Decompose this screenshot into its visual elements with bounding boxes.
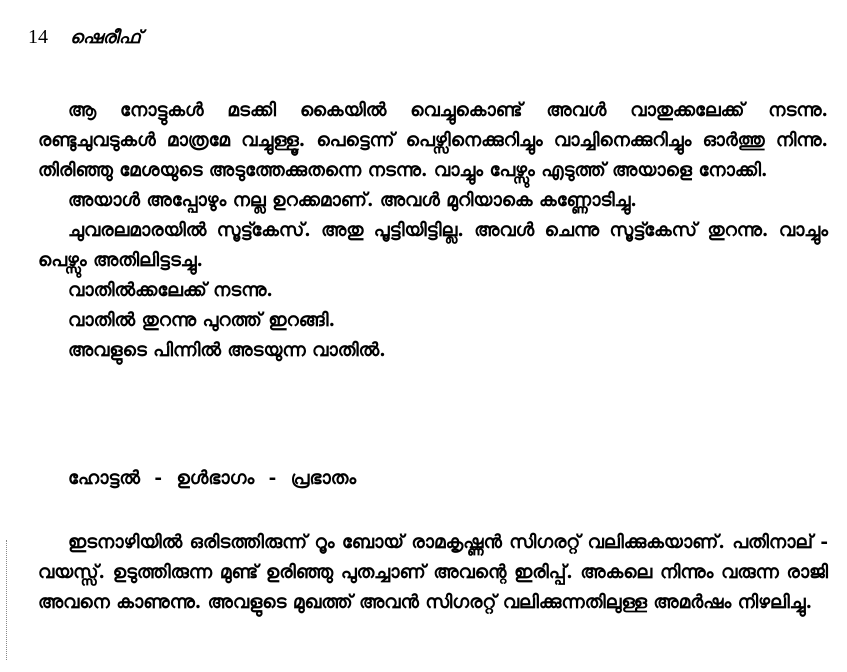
action-line: വാതിൽക്കലേക്ക് നടന്നു. — [68, 280, 273, 301]
section-two — [38, 528, 828, 618]
page-number: 14 — [28, 26, 48, 48]
paragraph: അയാൾ അപ്പോഴും നല്ല ഉറക്കമാണ്. അവൾ മുറിയാകെ കണ്ണോടിച്ചു. — [68, 190, 637, 211]
paragraph: ആ നോട്ടുകൾ മടക്കി കൈയിൽ വെച്ചുകൊണ്ട് അവൾ വാതുക്കലേക്ക് നടന്നു. രണ്ടുചുവടുകൾ മാത്രമേ വച്ചുള്ളൂ. പെട്ടെന്ന് പെഴ്സിനെക്കുറിച്ചും വാച്ചിനെക്കുറിച്ചും ഓർത്തു നിന്നു. തിരിഞ്ഞു മേശയുടെ അടുത്തേക്കുതന്നെ നടന്നു. വാച്ചും പേഴ്സും എടുത്ത് അയാളെ നോക്കി. — [38, 100, 828, 181]
scan-margin-artifact — [6, 540, 8, 660]
page-header — [28, 26, 141, 49]
paragraph: ചുവരലമാരയിൽ സൂട്ട്കേസ്. അതു പൂട്ടിയിട്ടില്ല. അവൾ ചെന്നു സൂട്ട്കേസ് തുറന്നു. വാച്ചും പെഴ്സും അതിലിട്ടടച്ചു. — [38, 220, 828, 271]
paragraph: ഇടനാഴിയിൽ ഒരിടത്തിരുന്ന് റൂം ബോയ് രാമകൃഷ്ണൻ സിഗരറ്റ് വലിക്കുകയാണ്. പതിനാല് - വയസ്സ്. ഉടുത്തിരുന്ന മുണ്ട് ഉരിഞ്ഞു പുതച്ചാണ് അവന്റെ ഇരിപ്പ്. അകലെ നിന്നും വരുന്ന രാജി അവനെ കാണുന്നു. അവളുടെ മുഖത്ത് അവൻ സിഗരറ്റ് വലിക്കുന്നതിലുള്ള അമർഷം നിഴലിച്ചു. — [38, 532, 828, 613]
scene-heading: ഹോട്ടൽ - ഉൾഭാഗം - പ്രഭാതം — [68, 468, 357, 489]
running-title: ഷെരീഫ് — [70, 27, 141, 48]
section-one — [38, 96, 828, 366]
action-line: അവളുടെ പിന്നിൽ അടയുന്ന വാതിൽ. — [68, 340, 386, 361]
action-line: വാതിൽ തുറന്നു പുറത്ത് ഇറങ്ങി. — [68, 310, 336, 331]
